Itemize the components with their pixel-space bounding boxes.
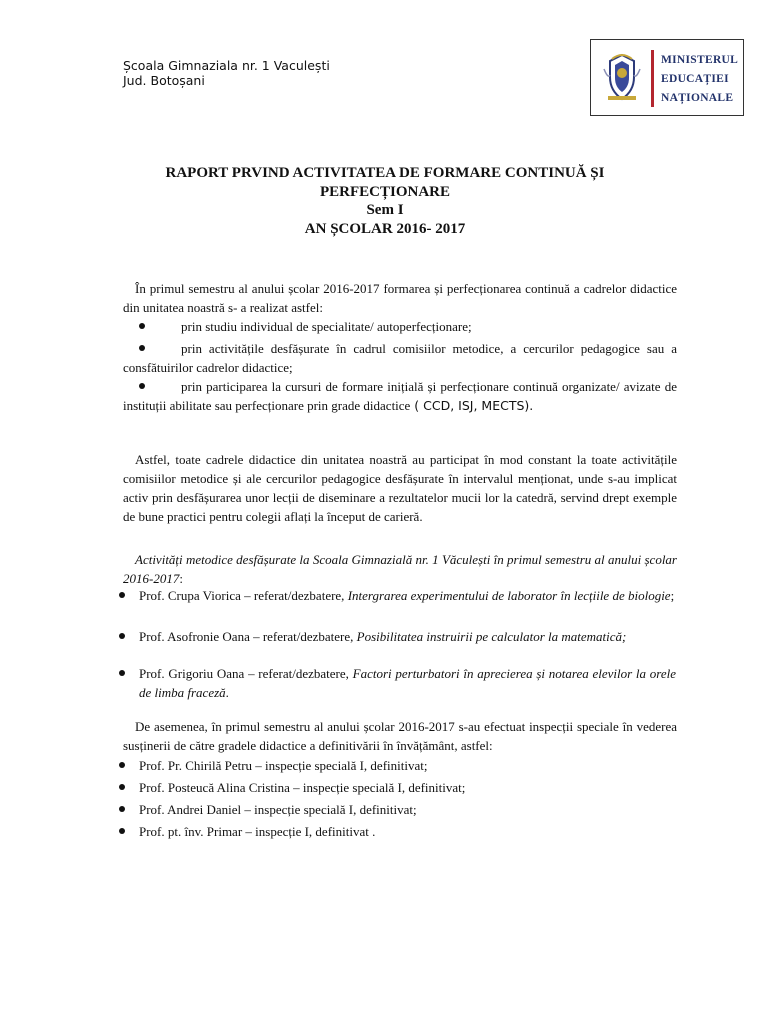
inspection-item (139, 756, 676, 775)
inspection-item (139, 800, 676, 819)
title-line-1: RAPORT PRVIND ACTIVITATEA DE FORMARE CONTINUĂ ȘI (165, 165, 605, 181)
logo-line-1: MINISTERUL (661, 54, 739, 66)
method-tail: ( CCD, ISJ, MECTS). (410, 398, 534, 413)
logo-line-2: EDUCAȚIEI (661, 73, 729, 85)
school-info (123, 58, 330, 88)
activity-item (139, 664, 676, 702)
inspection-text: Prof. Pr. Chirilă Petru – inspecție specială I, definitivat; (139, 758, 428, 773)
title-line-4: AN ȘCOLAR 2016- 2017 (304, 220, 466, 237)
intro-paragraph (123, 279, 677, 317)
method-text: prin studiu individual de specialitate/ autoperfecționare; (181, 319, 472, 334)
participation-paragraph (123, 450, 677, 526)
school-name: Școala Gimnaziala nr. 1 Vaculești (123, 58, 330, 73)
activity-topic: Factori perturbatori în aprecierea și notarea elevilor la orele de limba fraceză (139, 666, 676, 700)
activity-teacher: Prof. Asofronie Oana – referat/dezbatere, (139, 629, 357, 644)
activity-tail: . (225, 685, 229, 700)
inspections-paragraph (123, 717, 677, 755)
logo-accent-bar (651, 50, 654, 107)
activity-topic: Posibilitatea instruirii pe calculator la matematică; (356, 629, 627, 644)
bullet-icon (119, 806, 125, 812)
activity-item (139, 586, 676, 605)
participation-text: Astfel, toate cadrele didactice din unitatea noastră au participat în mod constant la toate activitățile comisiilor metodice și ale cercurilor pedagogice desfășurate în intervalul menționat, unde s-au implicat activ prin desfășurarea unor lecții de diseminare a rezultatelor mucii lor la catedră, servind drept exemple de bune practici pentru colegii aflați la început de carieră. (123, 452, 677, 524)
bullet-icon (119, 592, 125, 598)
activity-teacher: Prof. Grigoriu Oana – referat/dezbatere, (139, 666, 353, 681)
activities-heading (123, 550, 677, 588)
activity-tail: ; (670, 588, 675, 603)
bullet-icon (139, 383, 145, 389)
method-item (123, 317, 677, 336)
logo-line-3: NAȚIONALE (661, 92, 734, 104)
bullet-icon (119, 828, 125, 834)
bullet-icon (119, 670, 125, 676)
bullet-icon (119, 633, 125, 639)
inspection-item (139, 778, 676, 797)
title-line-2: PERFECȚIONARE (319, 183, 450, 200)
bullet-icon (139, 323, 145, 329)
inspections-text: De asemenea, în primul semestru al anului școlar 2016-2017 s-au efectuat inspecții speciale în vederea susținerii de către gradele didactice a definitivării în învățământ, astfel: (123, 719, 677, 753)
activity-teacher: Prof. Crupa Viorica – referat/dezbatere, (139, 588, 348, 603)
inspection-text: Prof. Andrei Daniel – inspecție specială I, definitivat; (139, 802, 417, 817)
inspection-text: Prof. pt. înv. Primar – inspecție I, definitivat . (139, 824, 376, 839)
method-item (123, 377, 677, 415)
bullet-icon (119, 784, 125, 790)
intro-text: În primul semestru al anului școlar 2016-2017 formarea și perfecționarea continuă a cadrelor didactice din unitatea noastră s- a realizat astfel: (123, 281, 677, 315)
activities-heading-tail: : (179, 571, 183, 586)
activities-heading-text: Activități metodice desfășurate la Scoala Gimnazială nr. 1 Văculești în primul semestru al anului școlar 2016-2017 (123, 552, 677, 586)
method-text: prin activitățile desfășurate în cadrul comisiilor metodice, a cercurilor pedagogice sau a consfătuirilor cadrelor didactice; (123, 341, 677, 375)
ministry-name (661, 51, 738, 108)
activity-item (139, 627, 676, 646)
county-name: Jud. Botoșani (123, 73, 205, 88)
method-item (123, 339, 677, 377)
title-line-3: Sem I (366, 202, 404, 218)
bullet-icon (139, 345, 145, 351)
inspection-text: Prof. Posteucă Alina Cristina – inspecție specială I, definitivat; (139, 780, 466, 795)
document-title (90, 164, 680, 238)
method-text: prin participarea la cursuri de formare inițială și perfecționare continuă organizate/ avizate de instituții abilitate sau perfecționare prin grade didactice (123, 379, 677, 413)
coat-of-arms-icon (600, 51, 644, 103)
inspection-item (139, 822, 676, 841)
bullet-icon (119, 762, 125, 768)
activity-topic: Intergrarea experimentului de laborator în lecțiile de biologie (347, 588, 671, 603)
